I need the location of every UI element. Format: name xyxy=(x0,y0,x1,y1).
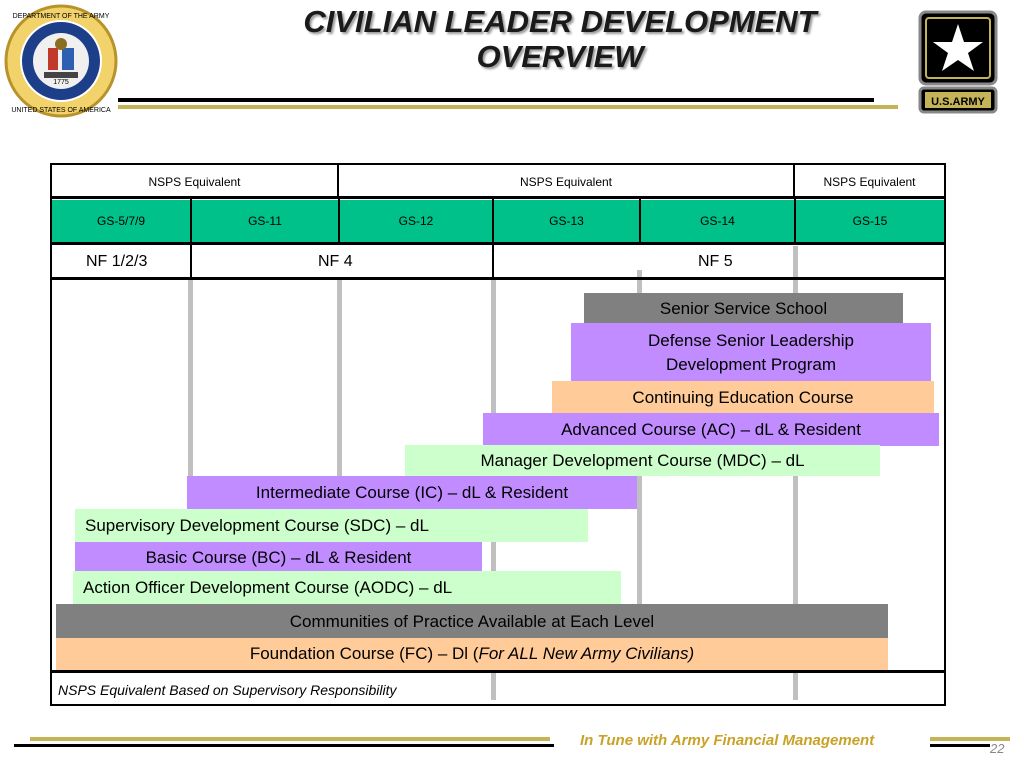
footer-rule-gold-left xyxy=(30,737,550,741)
title-line-2: OVERVIEW xyxy=(476,39,644,74)
footer-rule-black-right xyxy=(930,744,990,747)
grade-gs-12: GS-12 xyxy=(398,214,434,228)
page-number: 22 xyxy=(990,741,1005,756)
nf-divider-2 xyxy=(492,244,494,278)
grade-gs-14: GS-14 xyxy=(700,214,735,228)
footer-rule-black-left xyxy=(14,744,554,747)
table-footnote: NSPS Equivalent Based on Supervisory Responsibility xyxy=(58,682,397,698)
bar-senior-service-school: Senior Service School xyxy=(584,293,903,323)
nsps-header-3: NSPS Equivalent xyxy=(823,175,916,189)
title-underline-black xyxy=(118,98,874,102)
svg-text:DEPARTMENT OF THE ARMY: DEPARTMENT OF THE ARMY xyxy=(12,13,110,20)
bar-continuing-education: Continuing Education Course xyxy=(552,381,934,414)
grade-gs-13: GS-13 xyxy=(549,214,584,228)
bar-action-officer-development: Action Officer Development Course (AODC) – dL xyxy=(73,571,621,604)
svg-text:U.S.ARMY: U.S.ARMY xyxy=(931,96,985,108)
footer-tagline: In Tune with Army Financial Management xyxy=(580,732,875,749)
grade-gs-5-7-9: GS-5/7/9 xyxy=(96,214,146,228)
nf-level-5: NF 5 xyxy=(698,253,733,270)
bar-communities-of-practice: Communities of Practice Available at Each Level xyxy=(56,604,888,638)
bar-intermediate-course: Intermediate Course (IC) – dL & Resident xyxy=(187,476,637,509)
bar-basic-course: Basic Course (BC) – dL & Resident xyxy=(75,542,482,572)
nsps-header-1: NSPS Equivalent xyxy=(148,175,241,189)
nf-divider-1 xyxy=(190,244,192,278)
nf-level-1-2-3: NF 1/2/3 xyxy=(86,253,148,270)
title-underline-gold xyxy=(118,105,898,109)
bar-supervisory-development: Supervisory Development Course (SDC) – dL xyxy=(75,509,588,542)
nsps-header-2: NSPS Equivalent xyxy=(519,175,613,189)
svg-text:UNITED STATES OF AMERICA: UNITED STATES OF AMERICA xyxy=(11,107,111,114)
grade-gs-11: GS-11 xyxy=(248,214,282,228)
bar-advanced-course: Advanced Course (AC) – dL & Resident xyxy=(483,413,939,446)
row-divider-4 xyxy=(50,670,946,673)
army-seal-logo xyxy=(4,4,118,118)
row-divider-2 xyxy=(50,242,946,245)
svg-text:1775: 1775 xyxy=(53,79,69,86)
bar-foundation-course: Foundation Course (FC) – Dl (For ALL New Army Civilians) xyxy=(56,638,888,670)
grade-gs-15: GS-15 xyxy=(852,214,888,228)
slide-title xyxy=(180,4,940,74)
row-divider-3 xyxy=(50,277,946,280)
nf-level-4: NF 4 xyxy=(318,253,353,270)
bar-defense-senior-leadership: Defense Senior Leadership Development Program xyxy=(571,323,931,381)
title-line-1: CIVILIAN LEADER DEVELOPMENT xyxy=(303,4,817,39)
bar-manager-development: Manager Development Course (MDC) – dL xyxy=(405,445,880,476)
